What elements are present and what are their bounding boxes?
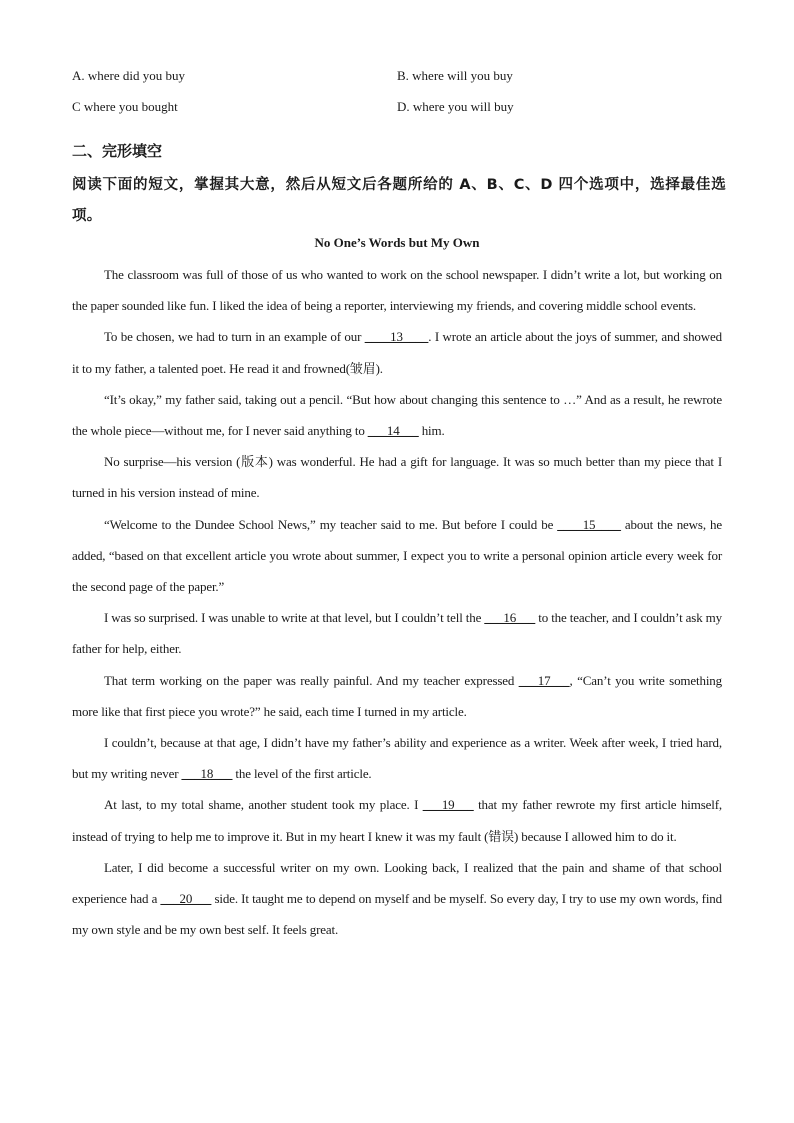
cloze-blank-15: ____15____: [557, 516, 621, 532]
cloze-blank-14: ___14___: [367, 423, 419, 439]
paragraph: “Welcome to the Dundee School News,” my teacher said to me. But before I could be ____15____ about the news, he added, “based on that excellent article you wrote about summer, I expect you to write a personal opinion article every week for the second page of the paper.”: [72, 516, 722, 595]
paragraph: At last, to my total shame, another student took my place. I ___19___ that my father rewrote my first article himself, instead of trying to help me to improve it. But in my heart I knew it was my fault (错误) because I allowed him to do it.: [72, 797, 722, 844]
paragraph: The classroom was full of those of us who wanted to work on the school newspaper. I didn’t write a lot, but working on the paper sounded like fun. I liked the idea of being a reporter, interviewing my friends, and covering middle school events.: [72, 267, 722, 314]
cloze-blank-20: ___20___: [160, 891, 212, 907]
cloze-blank-13: ____13____: [364, 329, 429, 345]
option-d: D. where you will buy: [397, 99, 514, 114]
cloze-blank-17: ___17___: [518, 672, 570, 688]
paragraph: No surprise—his version (版本) was wonderful. He had a gift for language. It was so much better than my piece that I turned in his version instead of mine.: [72, 454, 722, 501]
cloze-blank-16: ___16___: [484, 610, 536, 626]
option-a: A. where did you buy: [72, 68, 186, 83]
passage-body: [72, 259, 722, 945]
passage-title: No One’s Words but My Own: [314, 235, 480, 250]
instruction-text: 阅读下面的短文，掌握其大意，然后从短文后各题所给的 A、B、C、D 四个选项中，选择最佳选项。: [72, 177, 726, 224]
section-title: 二、完形填空: [72, 142, 163, 160]
cloze-blank-18: ___18___: [181, 766, 233, 782]
paragraph: “It’s okay,” my father said, taking out a pencil. “But how about changing this sentence to …” And as a result, he rewrote the whole piece—without me, for I never said anything to ___14___ him.: [72, 391, 722, 439]
paragraph: To be chosen, we had to turn in an example of our ____13____. I wrote an article about the joys of summer, and showed it to my father, a talented poet. He read it and frowned(皱眉).: [72, 329, 722, 376]
cloze-blank-19: ___19___: [422, 797, 474, 813]
paragraph: That term working on the paper was really painful. And my teacher expressed ___17___, “Can’t you write something more like that first piece you wrote?” he said, each time I turned in my article.: [72, 672, 722, 719]
paragraph: I was so surprised. I was unable to write at that level, but I couldn’t tell the ___16___ to the teacher, and I couldn’t ask my father for help, either.: [72, 610, 722, 657]
option-c: C where you bought: [72, 99, 178, 114]
option-b: B. where will you buy: [397, 68, 513, 83]
paragraph: I couldn’t, because at that age, I didn’t have my father’s ability and experience as a writer. Week after week, I tried hard, but my writing never ___18___ the level of the first article.: [72, 735, 722, 782]
paragraph: Later, I did become a successful writer on my own. Looking back, I realized that the pain and shame of that school experience had a ___20___ side. It taught me to depend on myself and be myself. So every day, I try to use my own words, find my own style and be my own best self. It feels great.: [72, 859, 722, 938]
